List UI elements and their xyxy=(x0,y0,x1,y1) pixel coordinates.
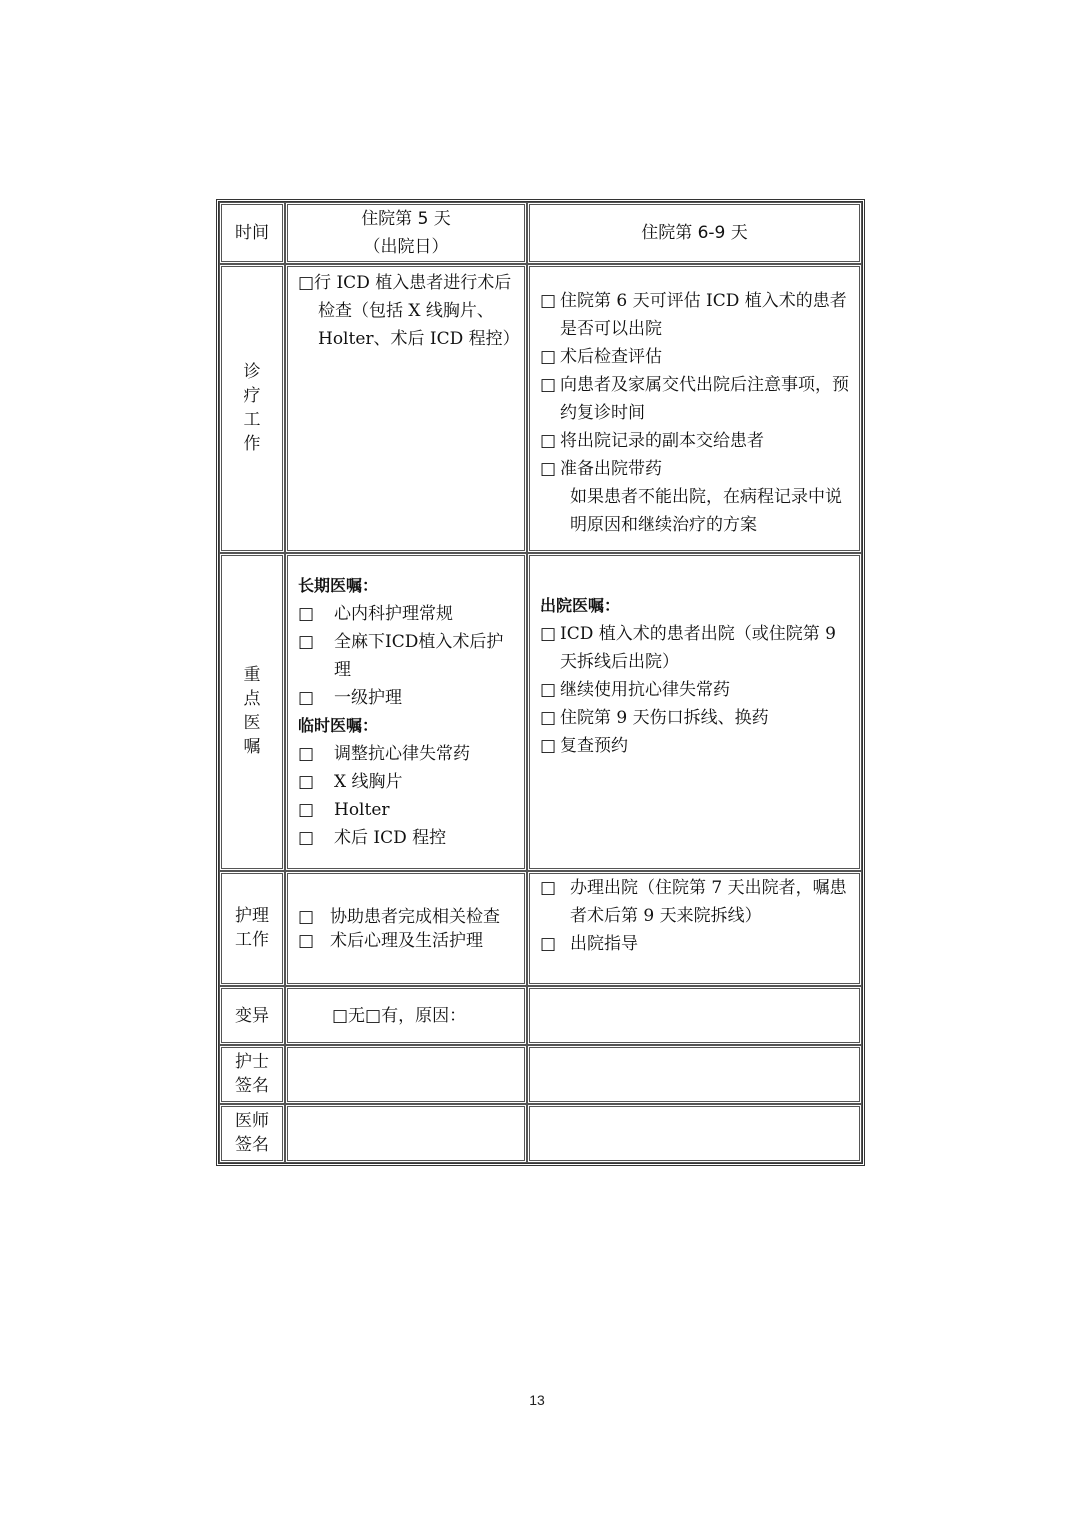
orders-day5-cell xyxy=(285,553,527,871)
checklist-item[interactable]: □ 全麻下ICD植入术后护理 xyxy=(298,628,516,684)
checklist-item[interactable]: □ 办理出院（住院第 7 天出院者，嘱患者术后第 9 天来院拆线） xyxy=(540,874,851,930)
diagnosis-day5-item: □行 ICD 植入患者进行术后检查（包括 X 线胸片、Holter、术后 ICD 程控） xyxy=(298,273,520,349)
checkbox-icon[interactable]: □ xyxy=(540,624,557,644)
orders-row-label xyxy=(219,553,285,871)
nursing-day69-cell xyxy=(527,871,862,986)
doctor-signature-row-label xyxy=(219,1104,285,1163)
header-day69 xyxy=(527,202,862,264)
header-day5-line1: 住院第 5 天 xyxy=(361,209,451,229)
doctor-signature-day5-field[interactable] xyxy=(285,1104,527,1163)
header-time xyxy=(219,202,285,264)
checkbox-icon[interactable]: □ xyxy=(540,934,557,954)
discharge-orders-title: 出院医嘱： xyxy=(540,596,621,615)
nurse-signature-label: 护士签名 xyxy=(235,1051,269,1096)
checklist-item[interactable]: □ Holter xyxy=(298,796,516,824)
checklist-item[interactable]: □ X 线胸片 xyxy=(298,768,516,796)
checkbox-icon[interactable]: □ xyxy=(298,828,315,848)
checkbox-icon[interactable]: □ xyxy=(540,291,557,311)
checkbox-icon[interactable]: □ xyxy=(298,772,315,792)
checkbox-icon[interactable]: □ xyxy=(540,878,557,898)
checklist-item[interactable]: □ 协助患者完成相关检查 xyxy=(298,906,500,927)
checkbox-icon[interactable]: □ xyxy=(540,431,557,451)
page-number: 13 xyxy=(529,1392,545,1408)
checklist-item[interactable]: □ 住院第 9 天伤口拆线、换药 xyxy=(540,704,851,732)
checklist-item[interactable]: □ 将出院记录的副本交给患者 xyxy=(540,427,851,455)
header-day5 xyxy=(285,202,527,264)
diagnosis-day69-cell xyxy=(527,264,862,553)
diagnosis-row-label xyxy=(219,264,285,553)
checklist-item[interactable]: □ 住院第 6 天可评估 ICD 植入术的患者是否可以出院 xyxy=(540,287,851,343)
header-day69-label: 住院第 6-9 天 xyxy=(641,223,748,243)
checkbox-icon[interactable]: □ xyxy=(298,744,315,764)
checkbox-icon[interactable]: □ xyxy=(540,459,557,479)
diagnosis-label: 诊疗工作 xyxy=(243,361,261,454)
nurse-signature-row-label xyxy=(219,1045,285,1104)
checklist-item[interactable]: □ 继续使用抗心律失常药 xyxy=(540,676,851,704)
checkbox-icon[interactable]: □ xyxy=(298,688,315,708)
temporary-orders-title: 临时医嘱： xyxy=(298,716,379,735)
doctor-signature-label: 医师签名 xyxy=(235,1110,269,1155)
header-day5-line2: （出院日） xyxy=(363,237,449,257)
checklist-item[interactable]: □ 向患者及家属交代出院后注意事项，预约复诊时间 xyxy=(540,371,851,427)
checkbox-icon[interactable]: □ xyxy=(540,708,557,728)
nursing-day5-cell xyxy=(285,871,527,986)
doctor-signature-day69-field[interactable] xyxy=(527,1104,862,1163)
diagnosis-row xyxy=(219,264,862,553)
variance-day69-cell[interactable] xyxy=(527,986,862,1045)
checklist-item[interactable]: □ 术后检查评估 xyxy=(540,343,851,371)
variance-row-label xyxy=(219,986,285,1045)
header-time-label: 时间 xyxy=(235,223,269,243)
diagnosis-note: 如果患者不能出院，在病程记录中说明原因和继续治疗的方案 xyxy=(570,487,842,535)
checklist-item[interactable]: □ 调整抗心律失常药 xyxy=(298,740,516,768)
nurse-signature-row xyxy=(219,1045,862,1104)
checklist-item[interactable]: □ 复查预约 xyxy=(540,732,851,760)
checkbox-icon[interactable]: □ xyxy=(298,906,315,927)
diagnosis-day5-cell xyxy=(285,264,527,553)
long-term-orders-title: 长期医嘱： xyxy=(298,576,379,595)
clinical-pathway-table xyxy=(216,199,865,1166)
variance-options[interactable]: □无□有，原因： xyxy=(332,1005,467,1026)
nurse-signature-day5-field[interactable] xyxy=(285,1045,527,1104)
variance-label: 变异 xyxy=(235,1005,269,1026)
orders-label: 重点医嘱 xyxy=(243,665,261,757)
checklist-item[interactable]: □ 出院指导 xyxy=(540,930,851,958)
checkbox-icon[interactable]: □ xyxy=(540,736,557,756)
checkbox-icon[interactable]: □ xyxy=(298,632,315,652)
orders-row xyxy=(219,553,862,871)
nursing-row-label xyxy=(219,871,285,986)
nurse-signature-day69-field[interactable] xyxy=(527,1045,862,1104)
checkbox-icon[interactable]: □ xyxy=(298,800,315,820)
checklist-item[interactable]: □ 心内科护理常规 xyxy=(298,600,516,628)
variance-day5-cell[interactable] xyxy=(285,986,527,1045)
header-row xyxy=(219,202,862,264)
checkbox-icon[interactable]: □ xyxy=(298,604,315,624)
checklist-item[interactable]: □ 准备出院带药 xyxy=(540,455,851,483)
checkbox-icon[interactable]: □ xyxy=(540,680,557,700)
checklist-item[interactable]: □ 术后 ICD 程控 xyxy=(298,824,516,852)
variance-row xyxy=(219,986,862,1045)
nursing-row xyxy=(219,871,862,986)
checkbox-icon[interactable]: □ xyxy=(540,375,557,395)
checkbox-icon[interactable]: □ xyxy=(540,347,557,367)
nursing-label: 护理工作 xyxy=(235,905,269,950)
checklist-item[interactable]: □ 术后心理及生活护理 xyxy=(298,930,483,951)
checkbox-icon[interactable]: □ xyxy=(298,930,315,951)
doctor-signature-row xyxy=(219,1104,862,1163)
checklist-item[interactable]: □ 一级护理 xyxy=(298,684,516,712)
orders-day69-cell xyxy=(527,553,862,871)
checklist-item[interactable]: □ ICD 植入术的患者出院（或住院第 9 天拆线后出院） xyxy=(540,620,851,676)
